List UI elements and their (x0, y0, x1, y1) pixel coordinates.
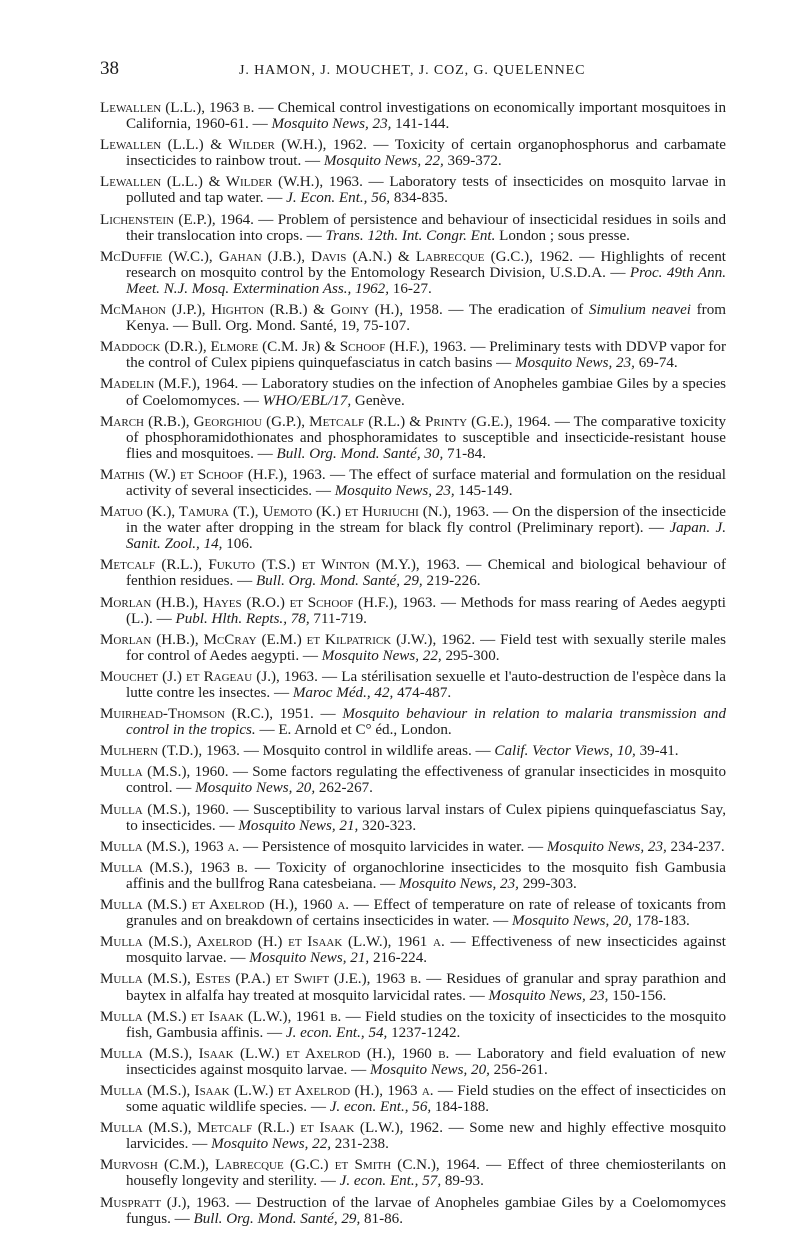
reference-journal: Bull. Org. Mond. Santé, 30, (276, 445, 444, 462)
reference-authors: Maddock (D.R.), Elmore (C.M. Jr) & Schoof (H.F.), 1963. (100, 339, 467, 356)
reference-tail: 299-303. (518, 875, 577, 892)
reference-journal: Bull. Org. Mond. Santé, 29, (193, 1210, 361, 1227)
reference-entry (100, 669, 726, 701)
reference-authors: Lewallen (L.L.) & Wilder (W.H.), 1963. (100, 174, 363, 191)
reference-authors: Mulla (M.S.), 1963 b. (100, 859, 248, 876)
reference-tail: 234-237. (666, 838, 725, 855)
reference-journal: Publ. Hlth. Repts., 78, (175, 610, 310, 627)
reference-authors: Mulla (M.S.), 1960. (100, 801, 229, 818)
reference-body: — Mosquito control in wildlife areas. — (239, 743, 495, 760)
reference-authors: Matuo (K.), Tamura (T.), Uemoto (K.) et Huriuchi (N.), 1963. (100, 504, 490, 521)
reference-tail: 320-323. (358, 817, 417, 834)
reference-entry (100, 1046, 726, 1078)
reference-body: — Residues of granular and spray parathion and baytex in alfalfa hay treated at mosquito larvicidal rates. — (126, 971, 727, 1004)
reference-authors: Lewallen (L.L.), 1963 b. (100, 100, 255, 116)
reference-body: — Highlights of recent research on mosquito control by the Entomology Research Division, U.S.D.A. — (126, 248, 726, 281)
reference-journal: Maroc Méd., 42, (292, 685, 394, 701)
reference-tail: 216-224. (369, 950, 428, 967)
reference-entry (100, 302, 726, 334)
reference-entry (100, 376, 726, 408)
reference-body: — Some new and highly effective mosquito larvicides. — (126, 1120, 726, 1153)
reference-journal: Mosquito News, 23, (546, 838, 667, 855)
reference-journal: Trans. 12th. Int. Congr. Ent. (325, 227, 496, 244)
reference-entry (100, 839, 726, 855)
reference-body: — Problem of persistence and behaviour of insecticidal residues in soils and their translocation into crops. — (126, 211, 727, 244)
reference-entry (100, 1120, 726, 1152)
reference-entry (100, 897, 726, 929)
reference-journal: J. econ. Ent., 54, (285, 1024, 388, 1041)
reference-journal: Mosquito News, 21, (249, 950, 370, 967)
reference-authors: Lewallen (L.L.) & Wilder (W.H.), 1962. (100, 137, 367, 154)
reference-authors: Mulla (M.S.), Metcalf (R.L.) et Isaak (L.W.), 1962. (100, 1120, 443, 1137)
reference-entry (100, 249, 726, 297)
reference-journal: Mosquito News, 22, (211, 1136, 332, 1153)
reference-tail: 178-183. (631, 913, 690, 930)
reference-tail: 711-719. (309, 610, 367, 627)
reference-body: — Effect of temperature on rate of release of toxicants from granules and on breakdown of certains insecticides in water. — (126, 897, 726, 930)
reference-body: — Destruction of the larvae of Anopheles gambiae Giles by a Coelomomyces fungus. — (126, 1194, 726, 1227)
reference-journal: Mosquito behaviour in relation to malaria transmission and control in the tropics. (126, 706, 727, 739)
reference-entry (100, 632, 726, 664)
reference-tail: 369-372. (443, 153, 502, 170)
reference-entry (100, 1195, 726, 1227)
reference-tail: 1237-1242. (387, 1024, 461, 1041)
reference-body: — Laboratory and field evaluation of new insecticides against mosquito larvae. — (126, 1045, 726, 1078)
reference-tail: 81-86. (360, 1210, 403, 1227)
reference-entry (100, 743, 726, 759)
reference-entry (100, 557, 726, 589)
reference-journal: Mosquito News, 23, (334, 482, 455, 499)
reference-journal: J. Econ. Ent., 56, (286, 190, 391, 207)
reference-tail: — E. Arnold et C° éd., London. (255, 722, 452, 739)
reference-journal: Mosquito News, 20, (512, 913, 632, 930)
reference-authors: Mulla (M.S.), 1963 a. (100, 838, 240, 855)
reference-entry (100, 414, 726, 462)
reference-entry (100, 595, 726, 627)
reference-journal: Japan. J. Sanit. Zool., 14, (126, 520, 726, 553)
reference-journal: Proc. 49th Ann. Meet. N.J. Mosq. Extermination Ass., 1962, (126, 264, 727, 297)
reference-journal: Bull. Org. Mond. Santé, 29, (255, 573, 423, 590)
reference-body: — On the dispersion of the insecticide in the water after dropping in the stream for black fly control (Preliminary report). — (126, 504, 726, 537)
page-number: 38 (100, 58, 119, 79)
reference-list (100, 100, 726, 1232)
reference-body: — Laboratory studies on the infection of Anopheles gambiae Giles by a species of Coelomomyces. — (126, 376, 727, 409)
reference-authors: Morlan (H.B.), Hayes (R.O.) et Schoof (H.F.), 1963. (100, 594, 437, 611)
reference-authors: Lichenstein (E.P.), 1964. (100, 211, 254, 228)
reference-tail: 106. (222, 536, 253, 553)
reference-authors: Mulla (M.S.), 1960. (100, 764, 229, 781)
reference-journal: Mosquito News, 22, (321, 647, 442, 664)
reference-entry (100, 1157, 726, 1189)
reference-body: — The comparative toxicity of phosphoramidothionates and phosphoramidates to susceptible and insecticide-resistant house flies and mosquitoes. — (126, 413, 726, 462)
reference-authors: McDuffie (W.C.), Gahan (J.B.), Davis (A.N.) & Labrecque (G.C.), 1962. (100, 248, 574, 265)
reference-body: — Laboratory tests of insecticides on mosquito larvae in polluted and tap water. — (126, 174, 726, 207)
reference-authors: Mulla (M.S.), Isaak (L.W.) et Axelrod (H.), 1963 a. (100, 1082, 434, 1099)
reference-entry (100, 137, 726, 169)
reference-tail: 89-93. (441, 1173, 484, 1190)
reference-journal: Mosquito News, 23, (488, 987, 609, 1004)
reference-journal: WHO/EBL/17, (262, 392, 352, 409)
reference-authors: Mulla (M.S.), Isaak (L.W.) et Axelrod (H.), 1960 b. (100, 1045, 450, 1062)
reference-authors: Muspratt (J.), 1963. (100, 1194, 230, 1211)
reference-authors: Mulla (M.S.), Estes (P.A.) et Swift (J.E.), 1963 b. (100, 971, 422, 988)
reference-body: — (313, 706, 343, 723)
reference-entry (100, 971, 726, 1003)
reference-entry (100, 1009, 726, 1041)
reference-journal: Calif. Vector Views, 10, (494, 743, 636, 760)
reference-entry (100, 860, 726, 892)
reference-entry (100, 504, 726, 552)
reference-tail: 39-41. (635, 743, 679, 760)
reference-journal: Mosquito News, 23, (515, 355, 635, 372)
reference-journal: Mosquito News, 22, (323, 153, 444, 170)
reference-tail: 16-27. (389, 280, 432, 297)
reference-tail: 834-835. (390, 190, 448, 207)
reference-tail: 150-156. (608, 987, 667, 1004)
reference-journal: J. econ. Ent., 57, (339, 1173, 442, 1190)
reference-authors: Mathis (W.) et Schoof (H.F.), 1963. (100, 466, 326, 483)
reference-entry (100, 802, 726, 834)
reference-authors: Morlan (H.B.), McCray (E.M.) et Kilpatrick (J.W.), 1962. (100, 631, 476, 648)
reference-authors: McMahon (J.P.), Highton (R.B.) & Goiny (H.), 1958. (100, 302, 443, 319)
reference-entry (100, 212, 726, 244)
reference-entry (100, 100, 726, 132)
reference-body: — Field studies on the toxicity of insecticides to the mosquito fish, Gambusia affinis. — (126, 1008, 726, 1041)
reference-body: — Field test with sexually sterile males for control of Aedes aegypti. — (126, 631, 726, 664)
reference-authors: Mulla (M.S.), Axelrod (H.) et Isaak (L.W.), 1961 a. (100, 934, 445, 951)
reference-journal: Mosquito News, 20, (195, 780, 316, 797)
reference-tail: 474-487. (393, 685, 452, 701)
reference-body: — Some factors regulating the effectiveness of granular insecticides in mosquito control. — (126, 764, 726, 797)
reference-authors: Murvosh (C.M.), Labrecque (G.C.) et Smith (C.N.), 1964. (100, 1157, 480, 1174)
reference-authors: Mouchet (J.) et Rageau (J.), 1963. (100, 668, 318, 685)
reference-authors: Mulla (M.S.) et Axelrod (H.), 1960 a. (100, 897, 350, 914)
reference-authors: Metcalf (R.L.), Fukuto (T.S.) et Winton (M.Y.), 1963. (100, 557, 460, 574)
reference-tail: 69-74. (634, 355, 678, 372)
reference-entry (100, 764, 726, 796)
reference-entry (100, 339, 726, 371)
reference-authors: Muirhead-Thomson (R.C.), 1951. (100, 706, 314, 723)
page-header (100, 58, 730, 84)
reference-authors: Mulhern (T.D.), 1963. (100, 743, 240, 760)
reference-tail: 141-144. (391, 116, 450, 133)
reference-tail: from Kenya. — Bull. Org. Mond. Santé, 19, 75-107. (126, 302, 726, 335)
reference-body: — Preliminary tests with DDVP vapor for the control of Culex pipiens quinquefasciatus in catch basins — (126, 339, 726, 372)
reference-body: — Toxicity of organochlorine insecticides to the mosquito fish Gambusia affinis and the bullfrog Rana catesbeiana. — (126, 859, 726, 892)
reference-body: — Toxicity of certain organophosphorus and carbamate insecticides to rainbow trout. — (126, 137, 726, 170)
reference-entry (100, 467, 726, 499)
reference-tail: Genève. (351, 392, 405, 409)
reference-body: — La stérilisation sexuelle et l'auto-destruction de l'espèce dans la lutte contre les insectes. — (126, 668, 727, 701)
reference-body: — Persistence of mosquito larvicides in water. — (239, 838, 547, 855)
reference-journal: Simulium neavei (588, 302, 691, 319)
reference-tail: 145-149. (454, 482, 513, 499)
reference-tail: 71-84. (443, 445, 486, 462)
reference-authors: March (R.B.), Georghiou (G.P.), Metcalf (R.L.) & Printy (G.E.), 1964. (100, 413, 551, 430)
reference-body: — The effect of surface material and formulation on the residual activity of several insecticides. — (126, 466, 726, 499)
reference-entry (100, 934, 726, 966)
reference-tail: 295-300. (441, 647, 500, 664)
reference-journal: Mosquito News, 23, (399, 875, 519, 892)
reference-entry (100, 706, 726, 738)
reference-journal: Mosquito News, 20, (369, 1061, 490, 1078)
reference-body: — The eradication of (442, 302, 589, 319)
reference-body: — Methods for mass rearing of Aedes aegypti (L.). — (126, 594, 726, 627)
reference-authors: Mulla (M.S.) et Isaak (L.W.), 1961 b. (100, 1008, 342, 1025)
running-head: J. HAMON, J. MOUCHET, J. COZ, G. QUELENNEC (239, 63, 586, 78)
reference-body: — Field studies on the effect of insecticides on some aquatic wildlife species. — (126, 1082, 726, 1116)
reference-entry (100, 174, 726, 206)
reference-body: — Effect of three chemiosterilants on housefly longevity and sterility. — (126, 1157, 726, 1190)
reference-tail: 219-226. (422, 573, 481, 590)
reference-tail: 231-238. (331, 1136, 389, 1153)
reference-body: — Susceptibility to various larval instars of Culex pipiens quinquefasciatus Say, to insecticides. — (126, 801, 726, 834)
reference-journal: Mosquito News, 21, (238, 817, 359, 834)
reference-journal: Mosquito News, 23, (271, 116, 392, 133)
reference-body: — Effectiveness of new insecticides against mosquito larvae. — (126, 934, 726, 967)
reference-body: — Chemical and biological behaviour of fenthion residues. — (126, 557, 726, 590)
reference-tail: London ; sous presse. (495, 227, 630, 244)
reference-journal: J. econ. Ent., 56, (329, 1099, 432, 1116)
reference-authors: Madelin (M.F.), 1964. (100, 376, 239, 393)
reference-entry (100, 1083, 726, 1115)
reference-tail: 256-261. (489, 1061, 548, 1078)
reference-body: — Chemical control investigations on economically important mosquitoes in California, 1960-61. — (126, 100, 726, 133)
reference-tail: 184-188. (431, 1099, 490, 1116)
reference-tail: 262-267. (315, 780, 373, 797)
